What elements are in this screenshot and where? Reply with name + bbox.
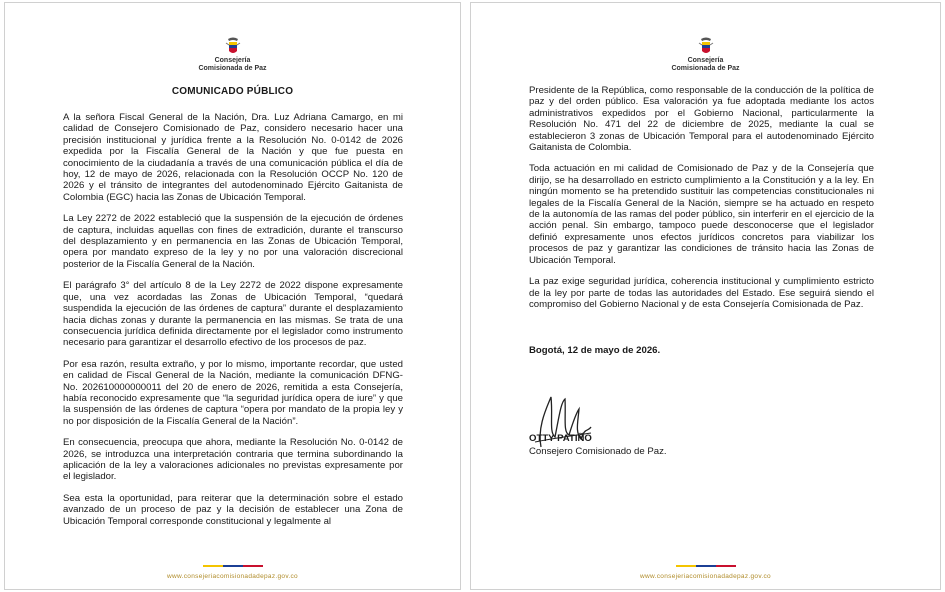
document-date: Bogotá, 12 de mayo de 2026.	[529, 345, 661, 356]
footer-url: www.consejeriacomisionadadepaz.gov.co	[640, 573, 771, 580]
page1-body	[63, 112, 403, 537]
brand-line-1: Consejería	[687, 57, 724, 64]
paragraph: Toda actuación en mi calidad de Comisionado de Paz y de la Consejería que dirijo, se ha desarrollado en estricto cumplimiento a la Constitución y a la ley. En ningún momento se ha pretendido sustituir las competencias constitucionales ni legales de la Fiscalía General de la Nación, siempre se ha actuado en respeto de la autonomía de las ramas del poder público, sin interferir en el ejercicio de la acción penal. Sin embargo, tampoco puede desconocerse que el legislador definió expresamente unos efectos jurídicos concretos para viabilizar los procesos de paz y garantizar las condiciones de tránsito hacia las Zonas de Ubicación Temporal.	[529, 163, 874, 266]
document-page-2	[470, 2, 941, 590]
brand-line-2: Comisionada de Paz	[671, 65, 740, 72]
paragraph: La Ley 2272 de 2022 estableció que la suspensión de la ejecución de órdenes de captura, incluidas aquellas con fines de extradición, durante el transcurso del desplazamiento y en permanencia en las Zonas de Ubicación Temporal, opera por mandato expreso de la ley y no por una valoración discrecional posterior de la Fiscalía General de la Nación.	[63, 213, 403, 270]
document-page-1	[4, 2, 461, 590]
paragraph: Sea esta la oportunidad, para reiterar que la determinación sobre el estado avanzado de un proceso de paz y la decisión de establecer una Zona de Ubicación Temporal corresponde constitucional y legalmente al	[63, 492, 403, 527]
header-logo	[188, 37, 278, 73]
paragraph: La paz exige seguridad jurídica, coherencia institucional y cumplimiento estricto de la ley por parte de todas las autoridades del Estado. Ese seguirá siendo el compromiso del Gobierno Nacional y de esta Consejería Comisionada de Paz.	[529, 276, 874, 310]
brand-line-2: Comisionada de Paz	[198, 65, 267, 72]
paragraph: En consecuencia, preocupa que ahora, mediante la Resolución No. 0-0142 de 2026, se introduzca una interpretación contraria que termina subordinando la aplicación de la ley a valoraciones adicionales no previstas expresamente por el legislador.	[63, 437, 403, 483]
footer-url: www.consejeriacomisionadadepaz.gov.co	[167, 573, 298, 580]
flag-stripe	[676, 565, 736, 567]
header-logo	[661, 37, 751, 73]
page-footer	[471, 565, 940, 589]
paragraph: Presidente de la República, como responsable de la conducción de la política de paz y del orden público. Esa valoración ya fue adoptada mediante los actos administrativos expedidos por el Gobierno Nacional, particularmente la Resolución No. 471 del 22 de diciembre de 2025, mediante la cual se establecieron 3 zonas de Ubicación Temporal para el autodenominado Ejército Gaitanista de Colombia.	[529, 85, 874, 154]
page2-body	[529, 85, 874, 320]
document-title: COMUNICADO PÚBLICO	[171, 86, 294, 97]
signer-name: OTTY PATIÑO	[529, 433, 592, 444]
paragraph: El parágrafo 3° del artículo 8 de la Ley 2272 de 2022 dispone expresamente que, una vez acordadas las Zonas de Ubicación Temporal, “quedará suspendida la ejecución de las órdenes de captura” durante el desplazamiento hacia dichas zonas y durante la permanencia en las mismas. Se trata de una consecuencia jurídica definida directamente por el legislador como instrumento necesario para garantizar el desarrollo efectivo de los procesos de paz.	[63, 280, 403, 349]
flag-stripe	[203, 565, 263, 567]
coat-of-arms-icon	[224, 37, 242, 57]
page-footer	[5, 565, 460, 589]
coat-of-arms-icon	[697, 37, 715, 57]
brand-line-1: Consejería	[214, 57, 251, 64]
paragraph: A la señora Fiscal General de la Nación, Dra. Luz Adriana Camargo, en mi calidad de Consejero Comisionado de Paz, considero necesario hacer una precisión institucional y jurídica frente a la Resolución No. 0-0142 de 2026 expedida por la Fiscalía General de la Nación y que fue puesta en conocimiento de la ciudadanía a través de una comunicación pública el día de hoy, 12 de mayo de 2026, relacionada con la Resolución OCCP No. 120 de 2026 y el tránsito de integrantes del autodenominado Ejército Gaitanista de Colombia (EGC) hacia las Zonas de Ubicación Temporal.	[63, 112, 403, 203]
paragraph: Por esa razón, resulta extraño, y por lo mismo, importante recordar, que usted en calidad de Fiscal General de la Nación, mediante la comunicación DFNG-No. 202610000000011 del 20 de enero de 2026, remitida a esta Consejería, había reconocido expresamente que “la seguridad jurídica opera de iure” y que la suspensión de las órdenes de captura “opera por mandato de la propia ley y no por disposición de la Fiscalía General de la Nación”.	[63, 358, 403, 427]
signer-role: Consejero Comisionado de Paz.	[529, 446, 667, 457]
